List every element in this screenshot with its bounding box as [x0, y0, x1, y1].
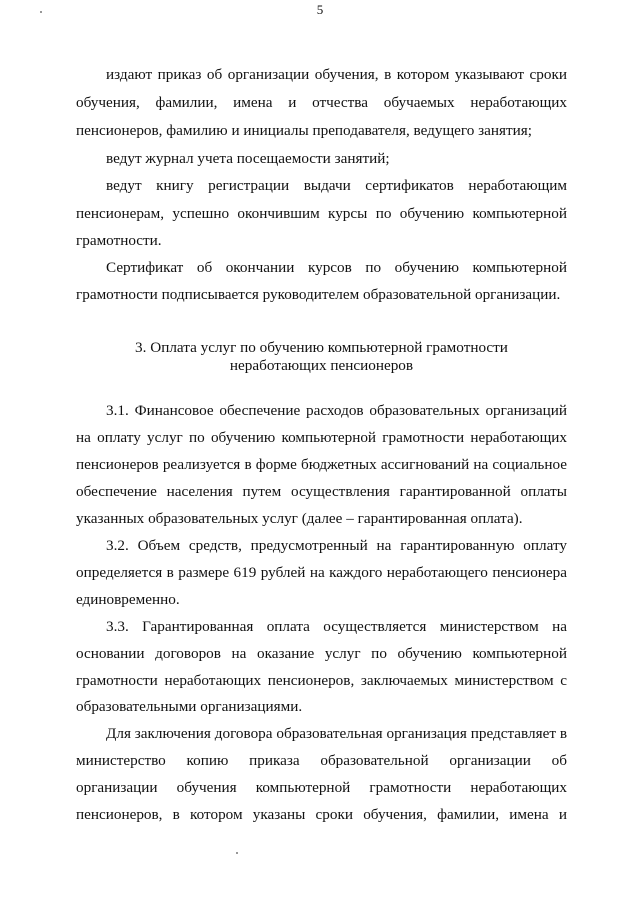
text-line: на оплату услуг по обучению компьютерной грамотности неработающих — [76, 429, 567, 446]
text-line: пенсионеров, в котором указаны сроки обучения, фамилии, имена и — [76, 806, 567, 823]
text-line: обучения, фамилии, имена и отчества обучаемых неработающих — [76, 94, 567, 111]
scan-speck — [236, 852, 238, 854]
text-line: грамотности неработающих пенсионеров, заключаемых министерством с — [76, 672, 567, 689]
text-line: обеспечение населения путем осуществления гарантированной оплаты — [76, 483, 567, 500]
text-line: 3.1. Финансовое обеспечение расходов образовательных организаций — [106, 402, 567, 419]
text-line: Сертификат об окончании курсов по обучению компьютерной — [106, 259, 567, 276]
text-line: указанных образовательных услуг (далее – гарантированная оплата). — [76, 510, 523, 527]
text-line: основании договоров на оказание услуг по обучению компьютерной — [76, 645, 567, 662]
text-line: издают приказ об организации обучения, в котором указывают сроки — [106, 66, 567, 83]
text-line: Для заключения договора образовательная организация представляет в — [106, 725, 567, 742]
text-line: пенсионеров, фамилию и инициалы преподавателя, ведущего занятия; — [76, 122, 532, 139]
text-line: грамотности. — [76, 232, 162, 249]
text-line: организации обучения компьютерной грамотности неработающих — [76, 779, 567, 796]
section-heading: неработающих пенсионеров — [229, 357, 414, 374]
text-line: единовременно. — [76, 591, 180, 608]
text-line: образовательными организациями. — [76, 698, 303, 715]
scan-speck — [40, 11, 42, 13]
text-line: министерство копию приказа образовательной организации об — [76, 752, 567, 769]
text-line: грамотности подписывается руководителем образовательной организации. — [76, 286, 561, 303]
text-line: пенсионеров реализуется в форме бюджетных ассигнований на социальное — [76, 456, 567, 473]
text-line: 3.2. Объем средств, предусмотренный на гарантированную оплату — [106, 537, 567, 554]
section-heading: 3. Оплата услуг по обучению компьютерной грамотности — [135, 339, 508, 356]
text-line: 3.3. Гарантированная оплата осуществляется министерством на — [106, 618, 567, 635]
text-line: ведут журнал учета посещаемости занятий; — [106, 150, 390, 167]
text-line: ведут книгу регистрации выдачи сертификатов неработающим — [106, 177, 567, 194]
page-number: 5 — [316, 2, 324, 17]
text-line: определяется в размере 619 рублей на каждого неработающего пенсионера — [76, 564, 567, 581]
text-line: пенсионерам, успешно окончившим курсы по обучению компьютерной — [76, 205, 567, 222]
